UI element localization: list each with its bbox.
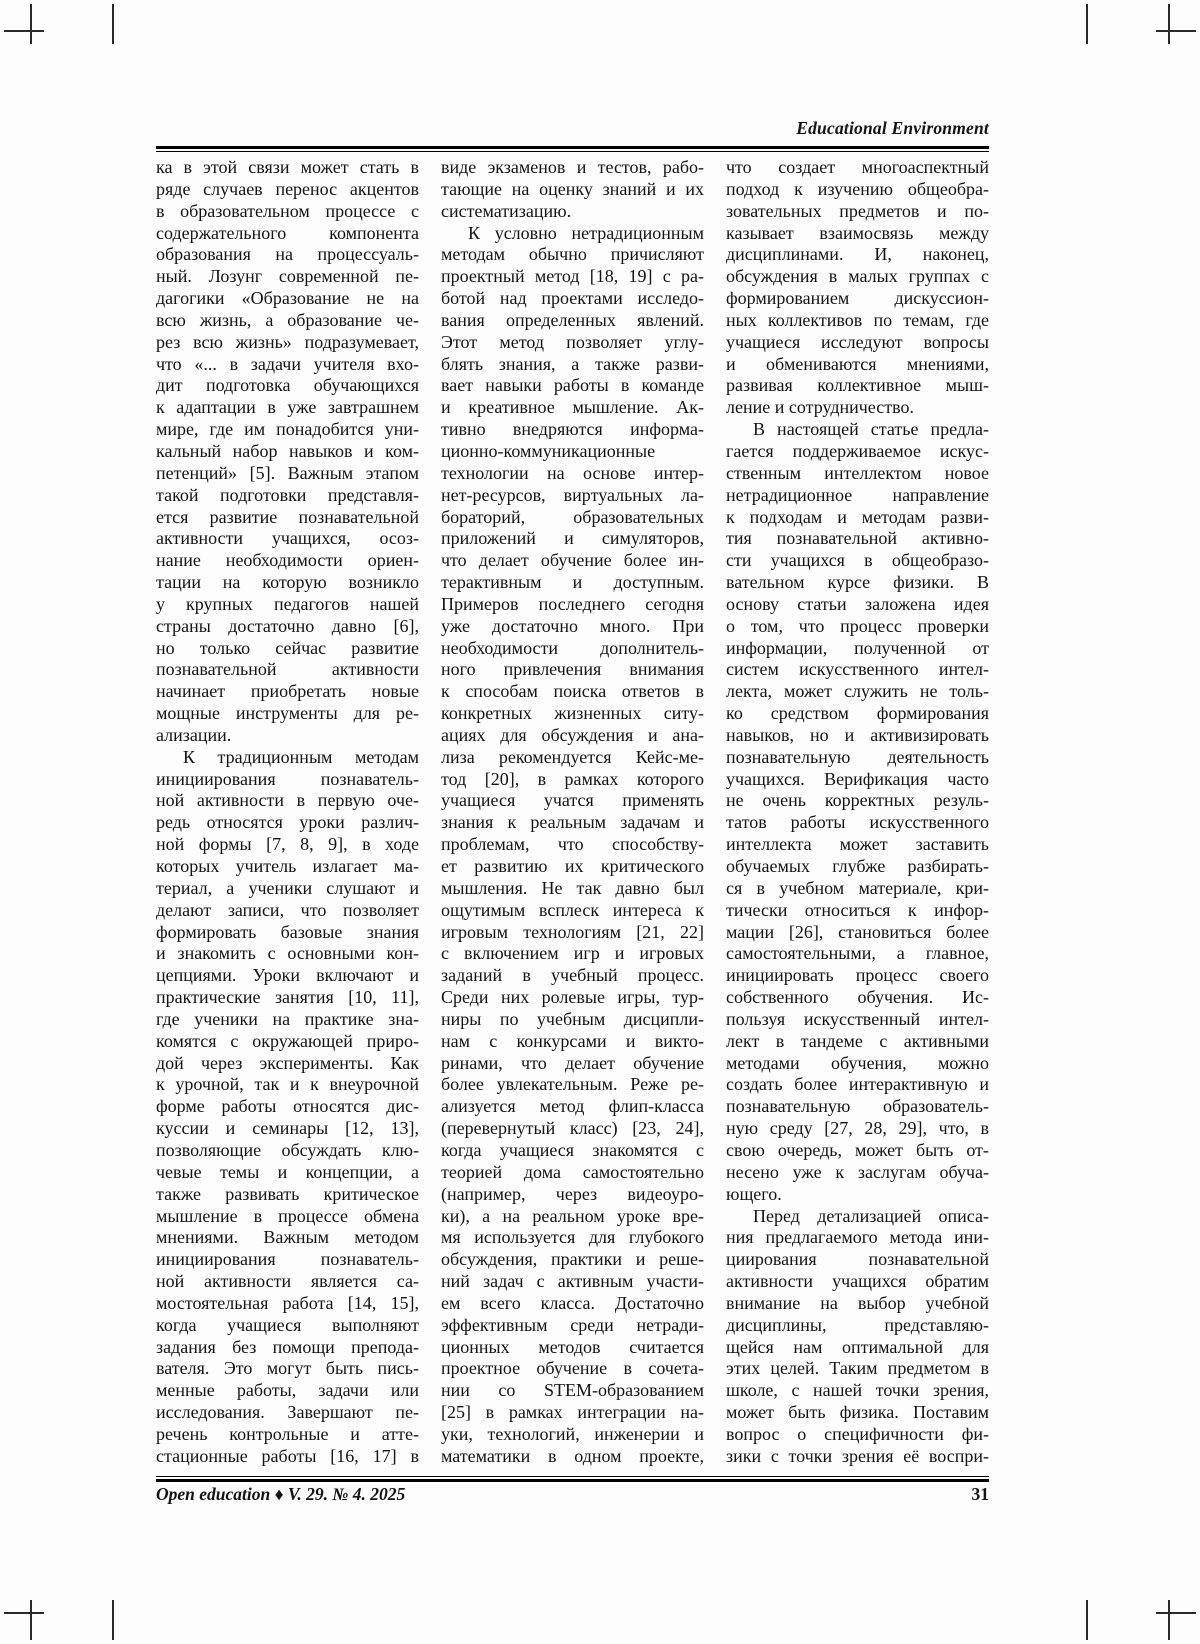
- text-line: уже достаточно много. При: [441, 615, 704, 636]
- text-line: ной активности является са-: [156, 1271, 419, 1292]
- text-line: проектное обучение в сочета-: [441, 1358, 704, 1379]
- text-line: бораторий, образовательных: [441, 506, 704, 527]
- text-line: страны достаточно давно [6],: [156, 615, 419, 636]
- text-line: основу статьи заложена идея: [726, 593, 989, 614]
- text-line: тивно внедряются информа-: [441, 419, 704, 440]
- text-line: рез всю жизнь» подразумевает,: [156, 331, 419, 352]
- text-line: инициировать процесс своего: [726, 965, 989, 986]
- text-line: и знакомить с основными кон-: [156, 943, 419, 964]
- text-line: всю жизнь, а образование че-: [156, 309, 419, 330]
- text-line: эффективным среди нетради-: [441, 1314, 704, 1335]
- text-line: с включением игр и игровых: [441, 943, 704, 964]
- text-line: мире, где им понадобится уни-: [156, 419, 419, 440]
- text-line: виде экзаменов и тестов, рабо-: [441, 157, 704, 177]
- text-line: методам обычно причисляют: [441, 244, 704, 265]
- text-line: ряде случаев перенос акцентов: [156, 178, 419, 199]
- text-line: в образовательном процессе с: [156, 200, 419, 221]
- text-line: внимание на выбор учебной: [726, 1292, 989, 1313]
- text-line: конкретных жизненных ситу-: [441, 703, 704, 724]
- text-line: инициирования познаватель-: [156, 768, 419, 789]
- text-line: инициирования познаватель-: [156, 1249, 419, 1270]
- text-line: может быть физика. Поставим: [726, 1402, 989, 1423]
- text-line: дагогики «Образование не на: [156, 288, 419, 309]
- text-line: когда учащиеся выполняют: [156, 1314, 419, 1335]
- text-line: учащихся. Верификация часто: [726, 768, 989, 789]
- text-line: тия познавательной активно-: [726, 528, 989, 549]
- text-line: познавательную образователь-: [726, 1096, 989, 1117]
- text-line: форме работы относятся дис-: [156, 1096, 419, 1117]
- text-line: собственного обучения. Ис-: [726, 987, 989, 1008]
- text-line: ринами, что делает обучение: [441, 1052, 704, 1073]
- text-column-1: [156, 157, 419, 1468]
- text-line: ющего.: [726, 1183, 782, 1204]
- text-line: цепциями. Уроки включают и: [156, 965, 419, 986]
- text-line: к урочной, так и к внеурочной: [156, 1074, 419, 1095]
- text-line: к подходам и методам разви-: [726, 506, 989, 527]
- text-line: ционных методов считается: [441, 1336, 704, 1357]
- text-line: пользуя искусственный интел-: [726, 1008, 989, 1029]
- text-line: [25] в рамках интеграции на-: [441, 1402, 704, 1423]
- crop-mark: [1156, 1612, 1196, 1614]
- text-line: проблемам, что способству-: [441, 834, 704, 855]
- text-line: уки, технологий, инженерии и: [441, 1423, 704, 1444]
- crop-mark: [1086, 4, 1088, 44]
- text-line: познавательную деятельность: [726, 746, 989, 767]
- text-line: чевые темы и концепции, а: [156, 1161, 419, 1182]
- text-line: Этот метод позволяет углу-: [441, 331, 704, 352]
- text-line: К традиционным методам: [183, 746, 419, 767]
- running-head: Educational Environment: [796, 118, 989, 138]
- text-line: ной активности в первую оче-: [156, 790, 419, 811]
- text-line: Среди них ролевые игры, тур-: [441, 987, 704, 1008]
- text-line: несено уже к заслугам обуча-: [726, 1161, 989, 1182]
- text-line: заданий в учебный процесс.: [441, 965, 704, 986]
- text-line: навыков, но и активизировать: [726, 724, 989, 745]
- text-line: ет развитию их критического: [441, 856, 704, 876]
- text-line: вательном курсе физики. В: [726, 572, 989, 593]
- header-rule: [156, 146, 989, 152]
- text-line: ниры по учебным дисципли-: [441, 1008, 704, 1029]
- text-line: интеллекта может заставить: [726, 834, 989, 855]
- crop-mark: [1156, 30, 1196, 32]
- text-line: лиза рекомендуется Кейс-ме-: [441, 746, 704, 767]
- crop-mark: [4, 1612, 44, 1614]
- text-line: ализуется метод флип-класса: [441, 1096, 704, 1117]
- text-line: ной формы [7, 8, 9], в ходе: [156, 834, 419, 855]
- text-line: и обмениваются мнениями,: [726, 353, 989, 374]
- text-line: петенций» [5]. Важным этапом: [156, 462, 419, 483]
- text-line: В настоящей статье предла-: [753, 419, 989, 440]
- text-line: активности учащихся, осоз-: [156, 528, 419, 549]
- text-line: подход к изучению общеобра-: [726, 178, 989, 199]
- text-line: ем всего класса. Достаточно: [441, 1292, 704, 1313]
- text-column-3: [726, 157, 989, 1468]
- text-line: редь относятся уроки различ-: [156, 812, 419, 833]
- text-line: казывает взаимосвязь между: [726, 222, 989, 243]
- text-line: мации [26], становиться более: [726, 921, 989, 942]
- text-line: познавательной активности: [156, 659, 419, 680]
- text-line: ки), а на реальном уроке вре-: [441, 1205, 704, 1226]
- text-line: ственным интеллектом новое: [726, 462, 989, 483]
- text-line: ного привлечения внимания: [441, 659, 704, 680]
- crop-mark: [4, 30, 44, 32]
- text-line: ощутимым всплеск интереса к: [441, 899, 704, 920]
- text-line: обучаемых глубже разбирать-: [726, 856, 989, 876]
- text-line: этих целей. Таким предметом в: [726, 1358, 989, 1379]
- text-line: систем искусственного интел-: [726, 659, 989, 680]
- text-line: развивая коллективное мыш-: [726, 375, 989, 396]
- text-line: мостоятельная работа [14, 15],: [156, 1292, 419, 1313]
- crop-mark: [112, 4, 114, 44]
- text-line: тически относиться к инфор-: [726, 899, 989, 920]
- text-line: также развивать критическое: [156, 1183, 419, 1204]
- text-line: методами обучения, можно: [726, 1052, 989, 1073]
- text-line: териал, а ученики слушают и: [156, 877, 419, 898]
- text-line: тации на которую возникло: [156, 572, 419, 593]
- crop-mark: [1168, 4, 1170, 44]
- text-line: дой через эксперименты. Как: [156, 1052, 419, 1073]
- text-line: позволяющие обсуждать клю-: [156, 1139, 419, 1160]
- text-line: к адаптации в уже завтрашнем: [156, 397, 419, 418]
- text-line: исследования. Завершают пе-: [156, 1402, 419, 1423]
- text-line: что создает многоаспектный: [726, 157, 989, 177]
- text-line: мя используется для глубокого: [441, 1227, 704, 1248]
- text-line: ционно-коммуникационные: [441, 440, 656, 461]
- text-line: активности учащихся обратим: [726, 1271, 989, 1292]
- text-line: ний задач с активным участи-: [441, 1271, 704, 1292]
- text-line: мощные инструменты для ре-: [156, 703, 419, 724]
- text-line: ния предлагаемого метода ини-: [726, 1227, 989, 1248]
- text-line: начинает приобретать новые: [156, 681, 419, 702]
- crop-mark: [112, 1600, 114, 1640]
- text-line: дит подготовка обучающихся: [156, 375, 419, 396]
- text-line: учащиеся исследуют вопросы: [726, 331, 989, 352]
- text-line: формировать базовые знания: [156, 921, 419, 942]
- crop-mark: [1086, 1600, 1088, 1640]
- text-line: куссии и семинары [12, 13],: [156, 1118, 419, 1139]
- text-line: которых учитель излагает ма-: [156, 856, 419, 876]
- text-line: делают записи, что позволяет: [156, 899, 419, 920]
- text-line: когда учащиеся знакомятся с: [441, 1139, 704, 1160]
- text-line: образования на процессуаль-: [156, 244, 419, 265]
- text-line: к способам поиска ответов в: [441, 681, 704, 702]
- text-line: самостоятельными, а главное,: [726, 943, 989, 964]
- text-line: циирования познавательной: [726, 1249, 989, 1270]
- text-line: менные работы, задачи или: [156, 1380, 419, 1401]
- text-line: систематизацию.: [441, 200, 572, 221]
- text-line: где ученики на практике зна-: [156, 1008, 419, 1029]
- text-line: более увлекательным. Реже ре-: [441, 1074, 704, 1095]
- text-line: вает навыки работы в команде: [441, 375, 704, 396]
- text-line: мышление в процессе обмена: [156, 1205, 419, 1226]
- text-line: зовательных предметов и по-: [726, 200, 989, 221]
- text-line: кальный набор навыков и ком-: [156, 440, 419, 461]
- text-line: практические занятия [10, 11],: [156, 987, 419, 1008]
- text-line: терактивным и доступным.: [441, 572, 704, 593]
- text-line: вателя. Это могут быть пись-: [156, 1358, 419, 1379]
- text-line: нии со STEM-образованием: [441, 1380, 704, 1401]
- text-line: ко средством формирования: [726, 703, 989, 724]
- text-line: тод [20], в рамках которого: [441, 768, 704, 789]
- text-line: игровым технологиям [21, 22]: [441, 921, 704, 942]
- text-line: свою очередь, может быть от-: [726, 1139, 989, 1160]
- text-line: речень контрольные и атте-: [156, 1423, 419, 1444]
- text-line: К условно нетрадиционным: [468, 222, 704, 243]
- text-line: ный. Лозунг современной пе-: [156, 266, 419, 287]
- text-line: вания определенных явлений.: [441, 309, 704, 330]
- text-line: Примеров последнего сегодня: [441, 593, 704, 614]
- text-line: тающие на оценку знаний и их: [441, 178, 704, 199]
- text-line: школе, с нашей точки зрения,: [726, 1380, 989, 1401]
- text-line: ализации.: [156, 724, 232, 745]
- text-line: нание необходимости ориен-: [156, 550, 419, 571]
- text-line: вопрос о специфичности фи-: [726, 1423, 989, 1444]
- page-number: 31: [971, 1484, 989, 1504]
- text-line: приложений и симуляторов,: [441, 528, 704, 549]
- text-line: Перед детализацией описа-: [753, 1205, 989, 1226]
- text-line: мышления. Не так давно был: [441, 877, 704, 898]
- text-line: обсуждения, практики и реше-: [441, 1249, 704, 1270]
- text-line: у крупных педагогов нашей: [156, 593, 419, 614]
- text-line: блять знания, а также разви-: [441, 353, 704, 374]
- text-line: дисциплины, представляю-: [726, 1314, 989, 1335]
- text-line: ется развитие познавательной: [156, 506, 419, 527]
- crop-mark: [30, 1600, 32, 1640]
- text-line: зики с точки зрения её воспри-: [726, 1445, 989, 1466]
- text-line: задания без помощи препода-: [156, 1336, 419, 1357]
- text-line: не очень корректных резуль-: [726, 790, 989, 811]
- text-line: необходимости дополнитель-: [441, 637, 704, 658]
- text-line: (например, через видеоуро-: [441, 1183, 704, 1204]
- text-line: содержательного компонента: [156, 222, 419, 243]
- text-line: лект в тандеме с активными: [726, 1030, 989, 1051]
- text-line: дисциплинами. И, наконец,: [726, 244, 989, 265]
- text-line: нет-ресурсов, виртуальных ла-: [441, 484, 704, 505]
- text-line: о том, что процесс проверки: [726, 615, 989, 636]
- text-line: знания к реальным задачам и: [441, 812, 704, 833]
- text-line: учащиеся учатся применять: [441, 790, 704, 811]
- text-line: и креативное мышление. Ак-: [441, 397, 704, 418]
- text-line: что делает обучение более ин-: [441, 550, 704, 571]
- text-line: ка в этой связи может стать в: [156, 157, 419, 177]
- text-line: нам с конкурсами и викто-: [441, 1030, 704, 1051]
- text-line: лекта, может служить не толь-: [726, 681, 989, 702]
- crop-mark: [30, 4, 32, 44]
- crop-mark: [1168, 1600, 1170, 1640]
- text-line: технологии на основе интер-: [441, 462, 704, 483]
- text-line: проектный метод [18, 19] с ра-: [441, 266, 704, 287]
- text-line: (перевернутый класс) [23, 24],: [441, 1118, 704, 1139]
- text-line: стационные работы [16, 17] в: [156, 1445, 419, 1466]
- text-line: мнениями. Важным методом: [156, 1227, 419, 1248]
- text-line: нетрадиционное направление: [726, 484, 989, 505]
- text-column-2: [441, 157, 704, 1468]
- text-line: но только сейчас развитие: [156, 637, 419, 658]
- text-line: татов работы искусственного: [726, 812, 989, 833]
- text-line: формированием дискуссион-: [726, 288, 989, 309]
- text-line: создать более интерактивную и: [726, 1074, 989, 1095]
- footer-rule: [156, 1476, 989, 1482]
- text-line: ную среду [27, 28, 29], что, в: [726, 1118, 989, 1139]
- text-line: комятся с окружающей приро-: [156, 1030, 419, 1051]
- text-line: такой подготовки представля-: [156, 484, 419, 505]
- text-line: ных коллективов по темам, где: [726, 309, 989, 330]
- text-line: сти учащихся в общеобразо-: [726, 550, 989, 571]
- footer-journal-info: Open education ♦ V. 29. № 4. 2025: [156, 1484, 406, 1504]
- text-line: обсуждения в малых группах с: [726, 266, 989, 287]
- text-line: информации, полученной от: [726, 637, 989, 658]
- text-line: гается поддерживаемое искус-: [726, 440, 989, 461]
- text-line: ление и сотрудничество.: [726, 397, 914, 418]
- article-text: [156, 157, 989, 1468]
- text-line: теорией дома самостоятельно: [441, 1161, 704, 1182]
- text-line: что «... в задачи учителя вхо-: [156, 353, 419, 374]
- text-line: ботой над проектами исследо-: [441, 288, 704, 309]
- text-line: ациях для обсуждения и ана-: [441, 724, 704, 745]
- text-line: математики в одном проекте,: [441, 1445, 704, 1466]
- text-line: щейся нам оптимальной для: [726, 1336, 989, 1357]
- text-line: ся в учебном материале, кри-: [726, 877, 989, 898]
